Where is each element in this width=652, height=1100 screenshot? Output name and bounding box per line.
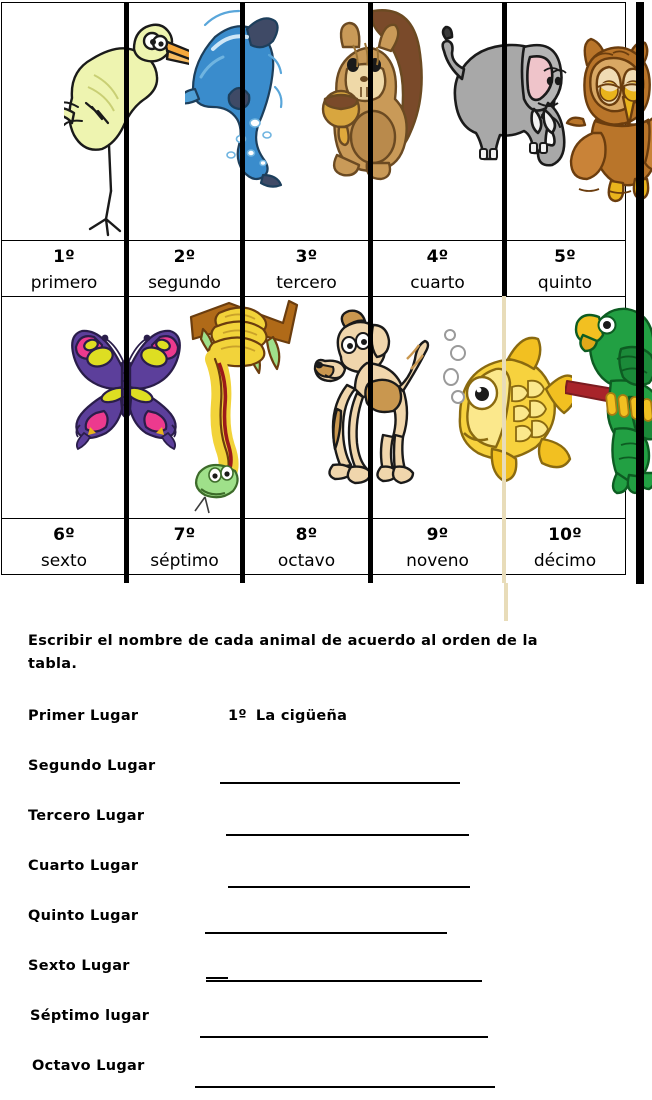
table-row-images-1 [2, 3, 626, 241]
cell-image-snake [127, 297, 243, 519]
ordinal-number-9: 9º [426, 525, 449, 545]
ordinal-number-6: 6º [53, 525, 75, 545]
cell-image-dog [243, 297, 371, 519]
ordinal-number-2: 2º [173, 247, 196, 267]
answer-row-1 [0, 700, 652, 746]
cell-label-1 [2, 241, 127, 297]
answer-text-1: La cigüeña [255, 708, 348, 724]
ordinal-number-8: 8º [295, 525, 318, 545]
ordinal-number-4: 4º [426, 247, 449, 267]
ordinal-word-5: quinto [537, 273, 593, 293]
table-grid [1, 2, 626, 575]
parrot-icon [505, 297, 625, 518]
ordinal-word-7: séptimo [150, 551, 219, 571]
elephant-icon [371, 3, 504, 240]
answer-label-5: Quinto Lugar [28, 908, 139, 924]
cell-label-9 [371, 519, 505, 575]
answer-blank-7[interactable] [200, 1036, 488, 1038]
cell-label-2 [127, 241, 243, 297]
ordinal-number-5: 5º [554, 247, 576, 267]
answer-blank-5[interactable] [205, 932, 447, 934]
answer-row-3 [0, 800, 652, 846]
ordinal-word-2: segundo [148, 273, 221, 293]
answer-label-1: Primer Lugar [28, 708, 139, 724]
cell-label-5 [505, 241, 626, 297]
answer-worksheet [0, 622, 652, 1100]
ordinal-word-10: décimo [533, 551, 597, 571]
answer-label-6: Sexto Lugar [28, 958, 130, 974]
answer-blank-6-stub [206, 977, 228, 979]
squirrel-icon [243, 3, 370, 240]
instruction-text: Escribir el nombre de cada animal de acuerdo al orden de la tabla. [28, 633, 538, 672]
column-separator-1 [124, 2, 129, 583]
answer-row-4 [0, 850, 652, 896]
ordinal-number-3: 3º [295, 247, 318, 267]
answer-ordinal-1: 1º [228, 708, 247, 724]
table-row-images-2 [2, 297, 626, 519]
dolphin-icon [127, 3, 242, 240]
cell-label-4 [371, 241, 505, 297]
cell-image-elephant [371, 3, 505, 241]
ordinal-word-1: primero [30, 273, 98, 293]
ordinal-number-10: 10º [548, 525, 582, 545]
dog-icon [243, 297, 370, 518]
table-row-labels-2 [2, 519, 626, 575]
answer-value-1 [228, 708, 347, 724]
table-right-border [636, 2, 644, 584]
answer-label-8: Octavo Lugar [32, 1058, 145, 1074]
answer-blank-4[interactable] [228, 886, 470, 888]
answer-label-3: Tercero Lugar [28, 808, 145, 824]
answer-label-2: Segundo Lugar [28, 758, 156, 774]
cell-image-stork [2, 3, 127, 241]
cell-label-8 [243, 519, 371, 575]
ordinal-word-6: sexto [40, 551, 88, 571]
answer-row-5 [0, 900, 652, 946]
page-artifact-line [504, 583, 508, 621]
cell-label-10 [505, 519, 626, 575]
cell-image-dolphin [127, 3, 243, 241]
ordinal-word-4: cuarto [410, 273, 465, 293]
butterfly-icon [2, 297, 126, 518]
answer-label-7: Séptimo lugar [30, 1008, 150, 1024]
fish-icon [371, 297, 504, 518]
ordinal-number-7: 7º [173, 525, 196, 545]
cell-image-parrot [505, 297, 626, 519]
cell-image-butterfly [2, 297, 127, 519]
answer-blank-6[interactable] [206, 980, 482, 982]
ordinal-word-8: octavo [277, 551, 336, 571]
column-separator-4-bottom [502, 296, 506, 583]
snake-icon [127, 297, 242, 518]
column-separator-3 [368, 2, 373, 583]
cell-label-7 [127, 519, 243, 575]
answer-label-4: Cuarto Lugar [28, 858, 139, 874]
answer-row-8 [0, 1050, 652, 1096]
answer-blank-2[interactable] [220, 782, 460, 784]
ordinal-word-3: tercero [276, 273, 337, 293]
column-separator-4-top [502, 2, 507, 296]
answer-blank-8[interactable] [195, 1086, 495, 1088]
cell-image-squirrel [243, 3, 371, 241]
column-separator-2 [240, 2, 245, 583]
answer-blank-3[interactable] [226, 834, 469, 836]
stork-icon [2, 3, 126, 240]
cell-image-fish [371, 297, 505, 519]
cell-image-owl [505, 3, 626, 241]
ordinal-number-1: 1º [53, 247, 75, 267]
ordinal-word-9: noveno [406, 551, 469, 571]
cell-label-6 [2, 519, 127, 575]
answer-row-6 [0, 950, 652, 996]
answer-row-7 [0, 1000, 652, 1046]
owl-icon [505, 3, 625, 240]
cell-label-3 [243, 241, 371, 297]
table-row-labels-1 [2, 241, 626, 297]
answer-row-2 [0, 750, 652, 796]
